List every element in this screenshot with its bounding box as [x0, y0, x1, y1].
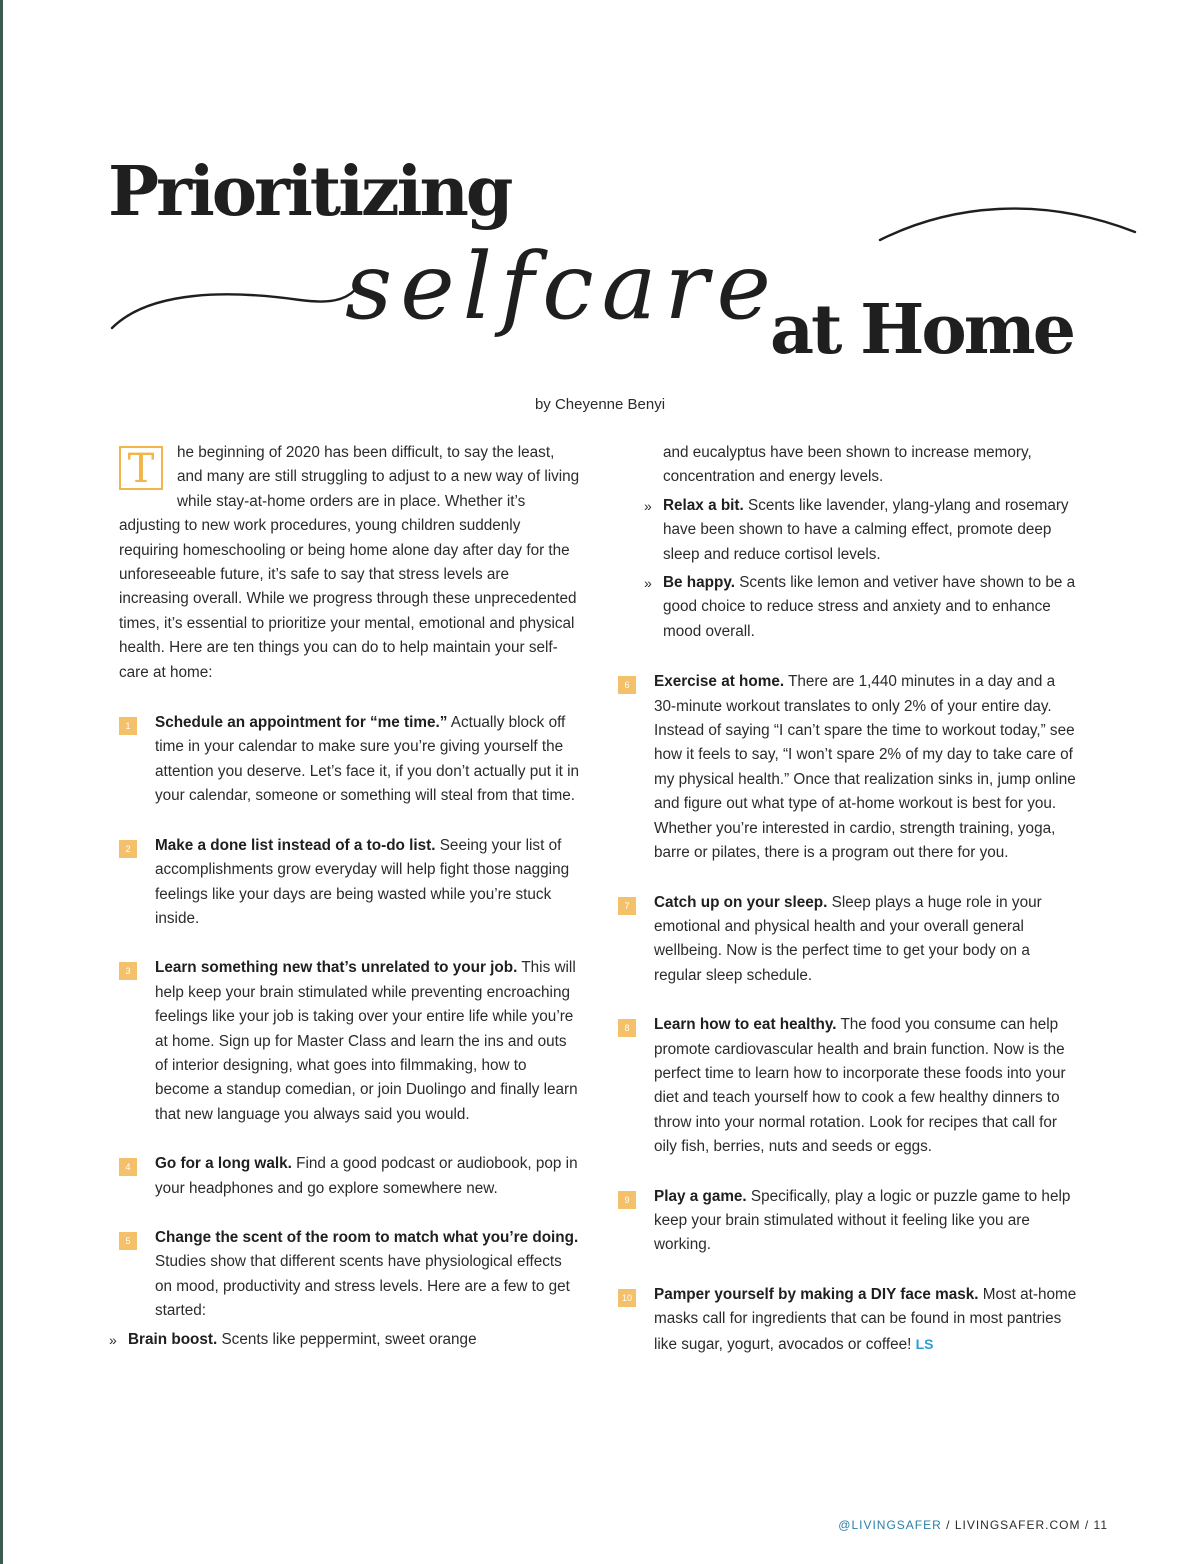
scent-heading: Brain boost.: [128, 1330, 218, 1348]
bullet-chevron-icon: »: [644, 575, 652, 592]
footer-separator: /: [941, 1518, 955, 1532]
item-heading: Catch up on your sleep.: [654, 893, 828, 911]
dropcap: T: [119, 446, 163, 490]
item-heading: Schedule an appointment for “me time.”: [155, 714, 448, 732]
scent-body: Scents like lemon and vetiver have shown to be a good choice to reduce stress and anxiety and to enhance mood overall.: [663, 574, 1076, 640]
scent-heading: Relax a bit.: [663, 496, 744, 514]
item-number-badge: 1: [119, 717, 137, 735]
item-number-badge: 4: [119, 1158, 137, 1176]
list-item: [119, 1152, 581, 1201]
item-heading: Make a done list instead of a to-do list.: [155, 836, 436, 854]
list-item: [119, 711, 581, 809]
item-heading: Go for a long walk.: [155, 1155, 292, 1173]
item-body: Studies show that different scents have physiological effects on mood, productivity and stress levels. Here are a few to get started:: [155, 1253, 570, 1320]
title-line-2: at Home: [770, 290, 1073, 370]
footer-website-link[interactable]: LIVINGSAFER.COM: [954, 1518, 1081, 1532]
item-body: Seeing your list of accomplishments grow everyday will help fight those nagging feelings like your days are being wasted while you’re stuck inside.: [155, 836, 570, 927]
item-number-badge: 8: [618, 1019, 636, 1037]
list-item: [119, 956, 581, 1127]
page-footer: [838, 1518, 1108, 1532]
page-number: 11: [1093, 1518, 1108, 1532]
list-item: [618, 1013, 1080, 1159]
scent-item: [83, 1328, 581, 1352]
bullet-chevron-icon: »: [644, 497, 652, 514]
list-item: [618, 891, 1080, 989]
item-number-badge: 9: [618, 1191, 636, 1209]
list-item: [618, 1283, 1080, 1357]
end-mark-logo-icon: LS: [915, 1335, 934, 1352]
item-heading: Change the scent of the room to match what you’re doing.: [155, 1228, 579, 1246]
item-number-badge: 6: [618, 676, 636, 694]
scent-item: [618, 571, 1080, 644]
byline: by Cheyenne Benyi: [534, 396, 666, 413]
list-item: [618, 1185, 1080, 1258]
item-number-badge: 3: [119, 962, 137, 980]
item-number-badge: 5: [119, 1232, 137, 1250]
scent-list-continued: [618, 494, 1080, 644]
item-body: Sleep plays a huge role in your emotional and physical health and your overall general wellbeing. Now is the perfect time to get your body on a regular sleep schedule.: [654, 893, 1042, 984]
item-body: Specifically, play a logic or puzzle game to help keep your brain stimulated without it feeling like you are working.: [654, 1187, 1071, 1254]
scent-list: [109, 1328, 581, 1352]
footer-social-handle[interactable]: @LIVINGSAFER: [838, 1518, 942, 1532]
scent-item: [618, 494, 1080, 567]
right-column: [618, 441, 1080, 1357]
item-number-badge: 7: [618, 897, 636, 915]
item-body: The food you consume can help promote cardiovascular health and brain function. Now is the perfect time to learn how to incorporate these foods into your diet and teach yourself how to cook a few healthy dinners to throw into your normal rotation. Look for recipes that call for oily fish, berries, nuts and seeds or eggs.: [654, 1016, 1066, 1156]
item-heading: Learn something new that’s unrelated to your job.: [155, 959, 518, 977]
item-heading: Play a game.: [654, 1187, 747, 1205]
intro-text: he beginning of 2020 has been difficult, to say the least, and many are still struggling to adjust to a new way of living while stay-at-home orders are in place. Whether it’s adjusting to new work procedures, young children suddenly requiring homeschooling or being home alone day after day for the unforeseeable future, it’s safe to say that stress levels are increasing overall. While we progress through these unprecedented times, it’s essential to prioritize your mental, emotional and physical health. Here are ten things you can do to help maintain your self-care at home:: [119, 444, 580, 681]
item-number-badge: 10: [618, 1289, 636, 1307]
scent-body: Scents like peppermint, sweet orange: [217, 1330, 477, 1348]
intro-paragraph: [119, 441, 581, 685]
list-item: [119, 1226, 581, 1324]
item-body: There are 1,440 minutes in a day and a 30-minute workout translates to only 2% of your entire day. Instead of saying “I can’t spare the time to workout today,” see how it feels to say, “I won’t spare 2% of my day to take care of my physical health.” Once that realization sinks in, jump online and figure out what type of at-home workout is best for you. Whether you’re interested in cardio, strength training, yoga, barre or pilates, there is a program out there for you.: [654, 673, 1076, 862]
scent-heading: Be happy.: [663, 574, 735, 592]
selfcare-script-text: selfcare: [345, 233, 779, 340]
scent-body: Scents like lavender, ylang-ylang and rosemary have been shown to have a calming effect, promote deep sleep and reduce cortisol levels.: [663, 496, 1069, 563]
item-body: This will help keep your brain stimulated while preventing encroaching feelings like your job is taking over your entire life while you’re at home. Sign up for Master Class and learn the ins and outs of interior designing, what goes into filmmaking, how to become a standup comedian, or join Duolingo and finally learn that new language you always said you would.: [155, 959, 578, 1123]
title-line-1: Prioritizing: [108, 152, 511, 232]
bullet-chevron-icon: »: [109, 1331, 117, 1348]
footer-separator: /: [1080, 1518, 1094, 1532]
scent-continuation: and eucalyptus have been shown to increase memory, concentration and energy levels.: [663, 444, 1032, 486]
item-number-badge: 2: [119, 840, 137, 858]
item-body: Actually block off time in your calendar to make sure you’re giving yourself the attention you deserve. Let’s face it, if you don’t actually put it in your calendar, someone or something will steal from that time.: [155, 714, 580, 805]
list-item: [618, 670, 1080, 865]
left-column: [109, 441, 581, 1352]
list-item: [119, 834, 581, 932]
item-body: Find a good podcast or audiobook, pop in your headphones and go explore somewhere new.: [155, 1155, 578, 1197]
item-body: Most at-home masks call for ingredients that can be found in most pantries like sugar, yogurt, avocados or coffee!: [654, 1285, 1077, 1353]
item-heading: Pamper yourself by making a DIY face mask.: [654, 1285, 979, 1303]
item-heading: Exercise at home.: [654, 673, 785, 691]
item-heading: Learn how to eat healthy.: [654, 1016, 837, 1034]
